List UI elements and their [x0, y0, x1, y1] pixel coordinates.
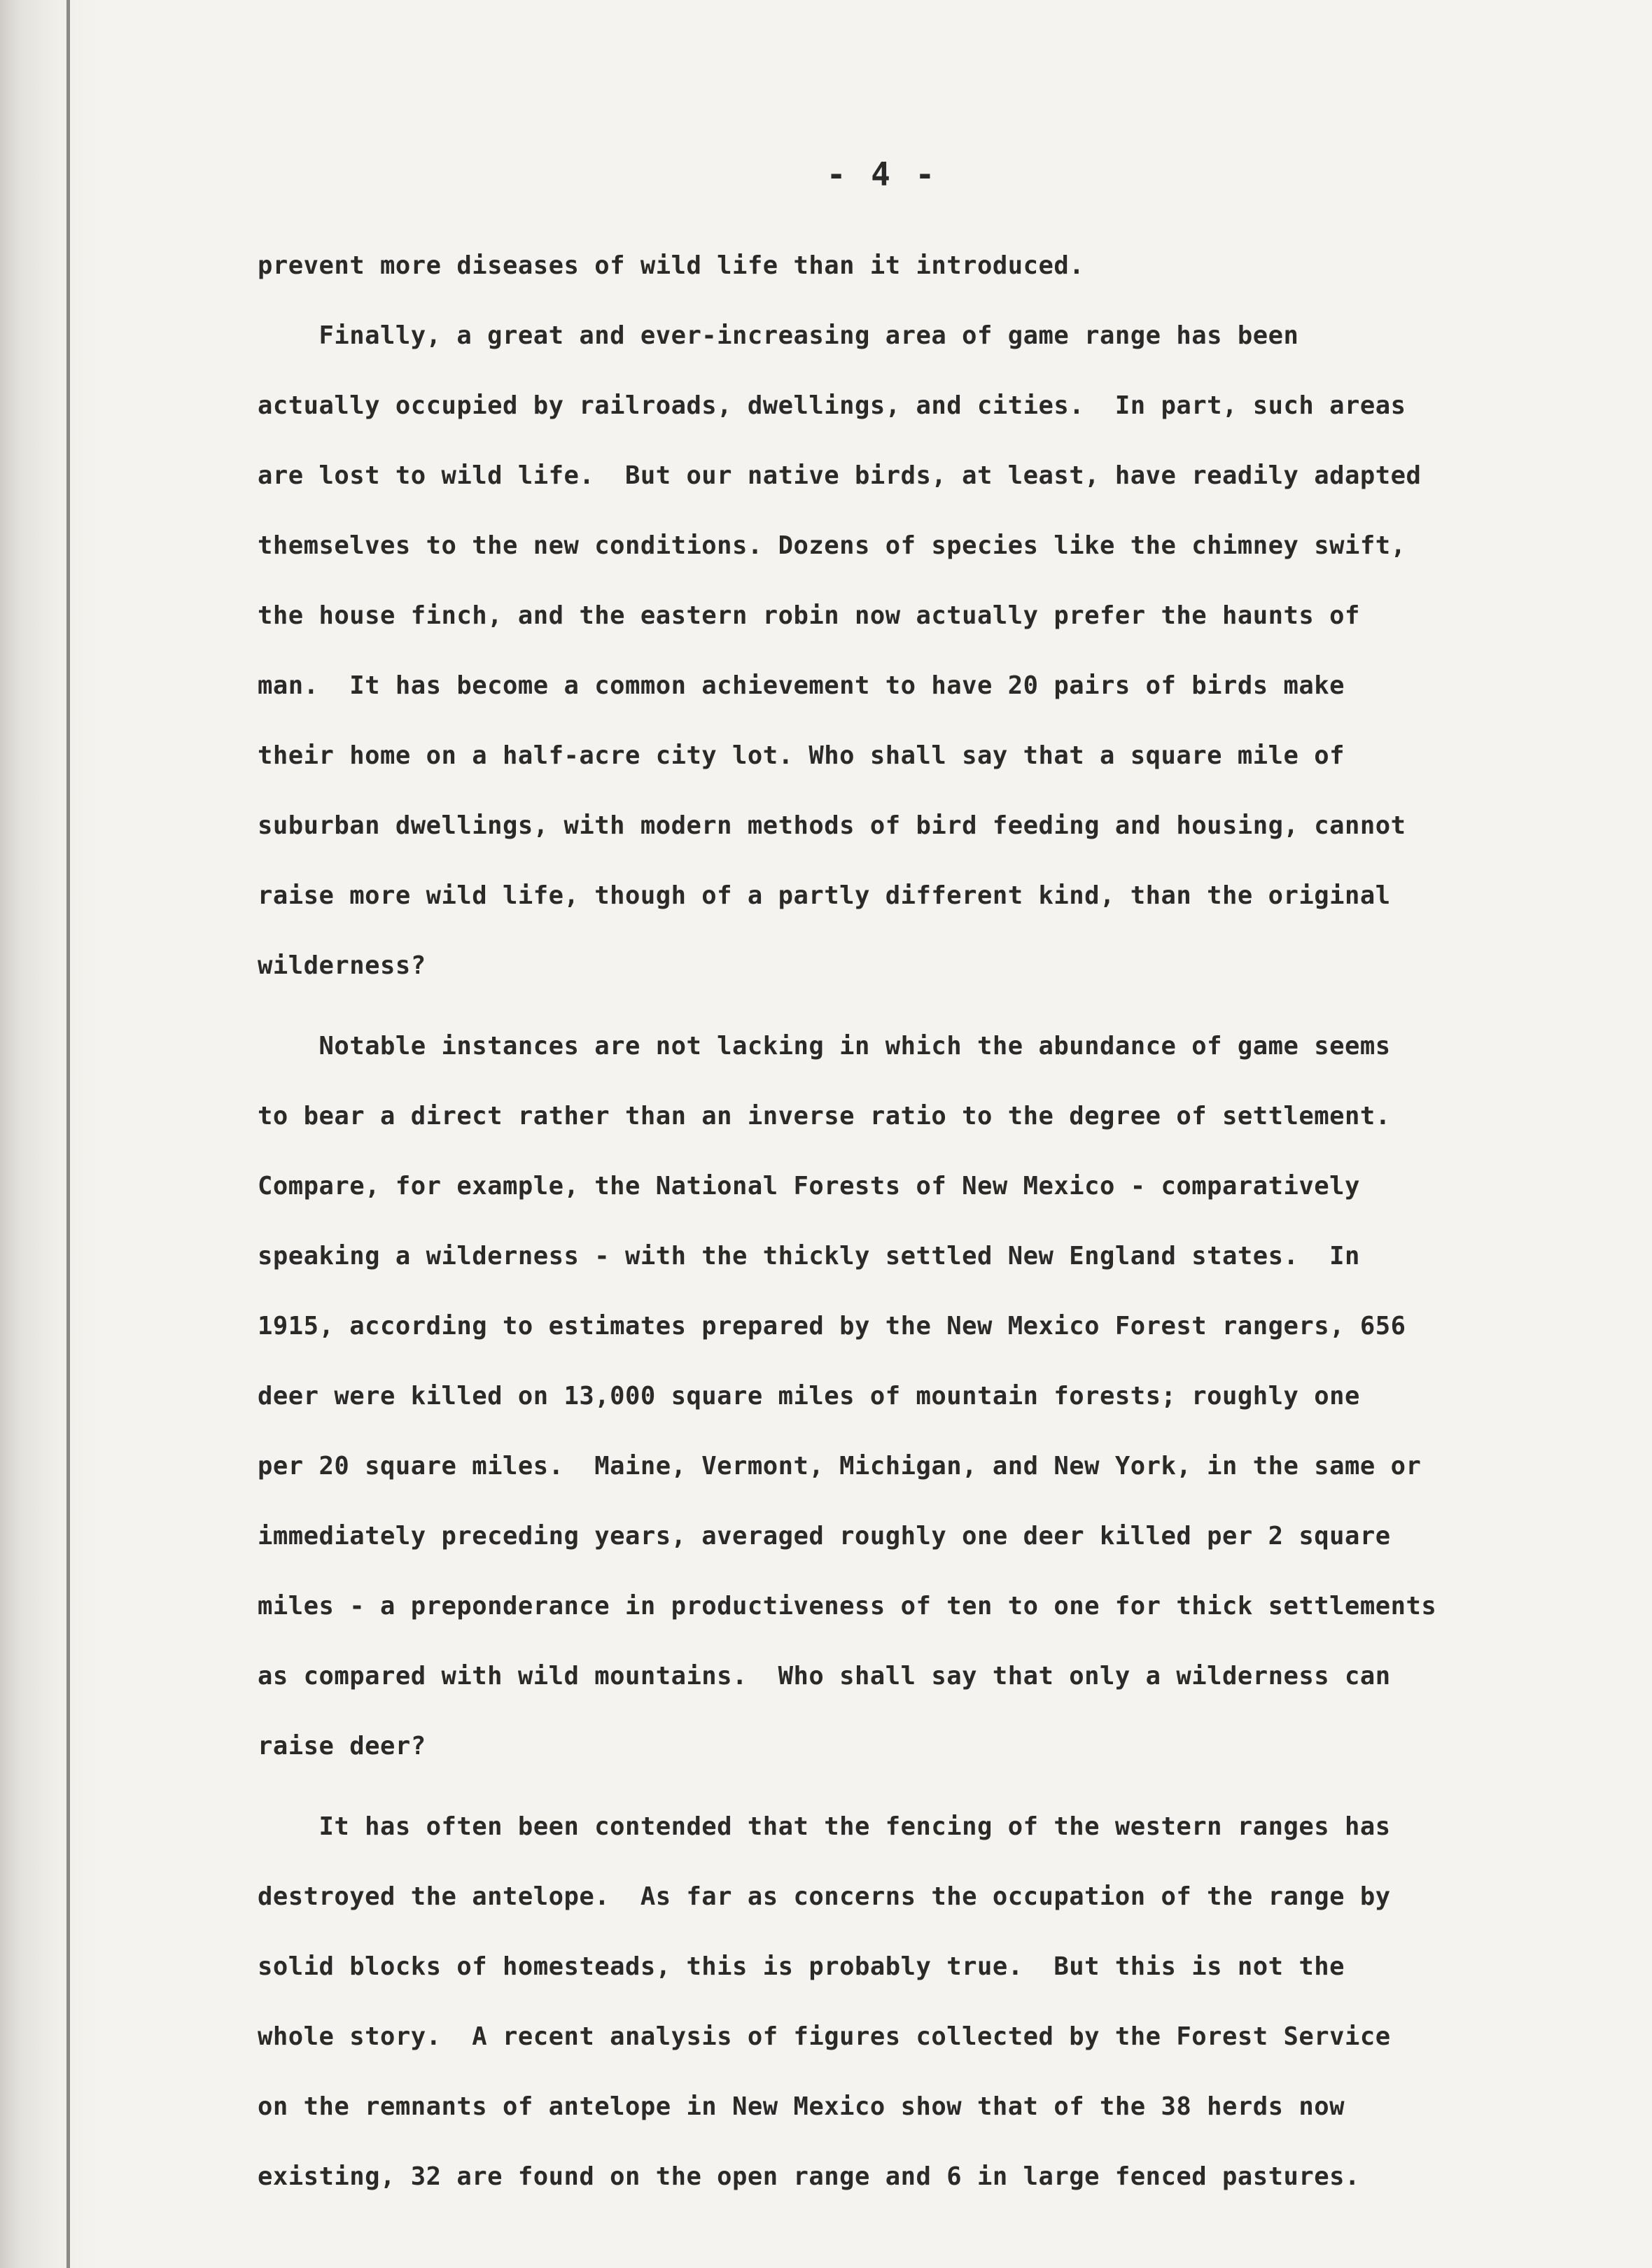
text-line: to bear a direct rather than an inverse ratio to the degree of settlement.: [258, 1102, 1391, 1130]
text-line: wilderness?: [258, 951, 426, 980]
text-line: raise deer?: [258, 1732, 426, 1760]
text-line: their home on a half-acre city lot. Who shall say that a square mile of: [258, 741, 1345, 770]
text-line: man. It has become a common achievement to have 20 pairs of birds make: [258, 671, 1345, 700]
text-line: actually occupied by railroads, dwellings, and cities. In part, such areas: [258, 391, 1406, 420]
text-line: prevent more diseases of wild life than it introduced.: [258, 251, 1085, 280]
text-line: Compare, for example, the National Forests of New Mexico - comparatively: [258, 1172, 1360, 1200]
binding-shadow-line: [66, 0, 70, 2268]
text-line: speaking a wilderness - with the thickly settled New England states. In: [258, 1242, 1360, 1270]
text-line: the house finch, and the eastern robin now actually prefer the haunts of: [258, 601, 1360, 630]
text-line: raise more wild life, though of a partly different kind, than the original: [258, 881, 1391, 910]
text-line: are lost to wild life. But our native birds, at least, have readily adapted: [258, 461, 1422, 490]
text-line: per 20 square miles. Maine, Vermont, Michigan, and New York, in the same or: [258, 1452, 1422, 1480]
text-line: existing, 32 are found on the open range and 6 in large fenced pastures.: [258, 2162, 1360, 2191]
text-line: It has often been contended that the fencing of the western ranges has: [258, 1812, 1391, 1841]
text-line: Notable instances are not lacking in which the abundance of game seems: [258, 1032, 1391, 1060]
text-line: on the remnants of antelope in New Mexico show that of the 38 herds now: [258, 2092, 1345, 2121]
text-line: Finally, a great and ever-increasing area of game range has been: [258, 321, 1299, 350]
text-line: suburban dwellings, with modern methods of bird feeding and housing, cannot: [258, 811, 1406, 840]
binding-edge: [0, 0, 98, 2268]
text-line: solid blocks of homesteads, this is probably true. But this is not the: [258, 1952, 1345, 1981]
text-line: immediately preceding years, averaged roughly one deer killed per 2 square: [258, 1522, 1391, 1550]
body-text: [258, 231, 1609, 2212]
text-line: whole story. A recent analysis of figures collected by the Forest Service: [258, 2022, 1391, 2051]
page-number: - 4 -: [826, 155, 938, 193]
text-line: themselves to the new conditions. Dozens of species like the chimney swift,: [258, 531, 1406, 560]
text-line: destroyed the antelope. As far as concerns the occupation of the range by: [258, 1882, 1391, 1911]
text-line: as compared with wild mountains. Who shall say that only a wilderness can: [258, 1662, 1391, 1690]
typed-page: [98, 0, 1652, 2268]
text-line: miles - a preponderance in productiveness of ten to one for thick settlements: [258, 1592, 1437, 1620]
text-line: deer were killed on 13,000 square miles of mountain forests; roughly one: [258, 1382, 1360, 1410]
text-line: 1915, according to estimates prepared by the New Mexico Forest rangers, 656: [258, 1312, 1406, 1340]
